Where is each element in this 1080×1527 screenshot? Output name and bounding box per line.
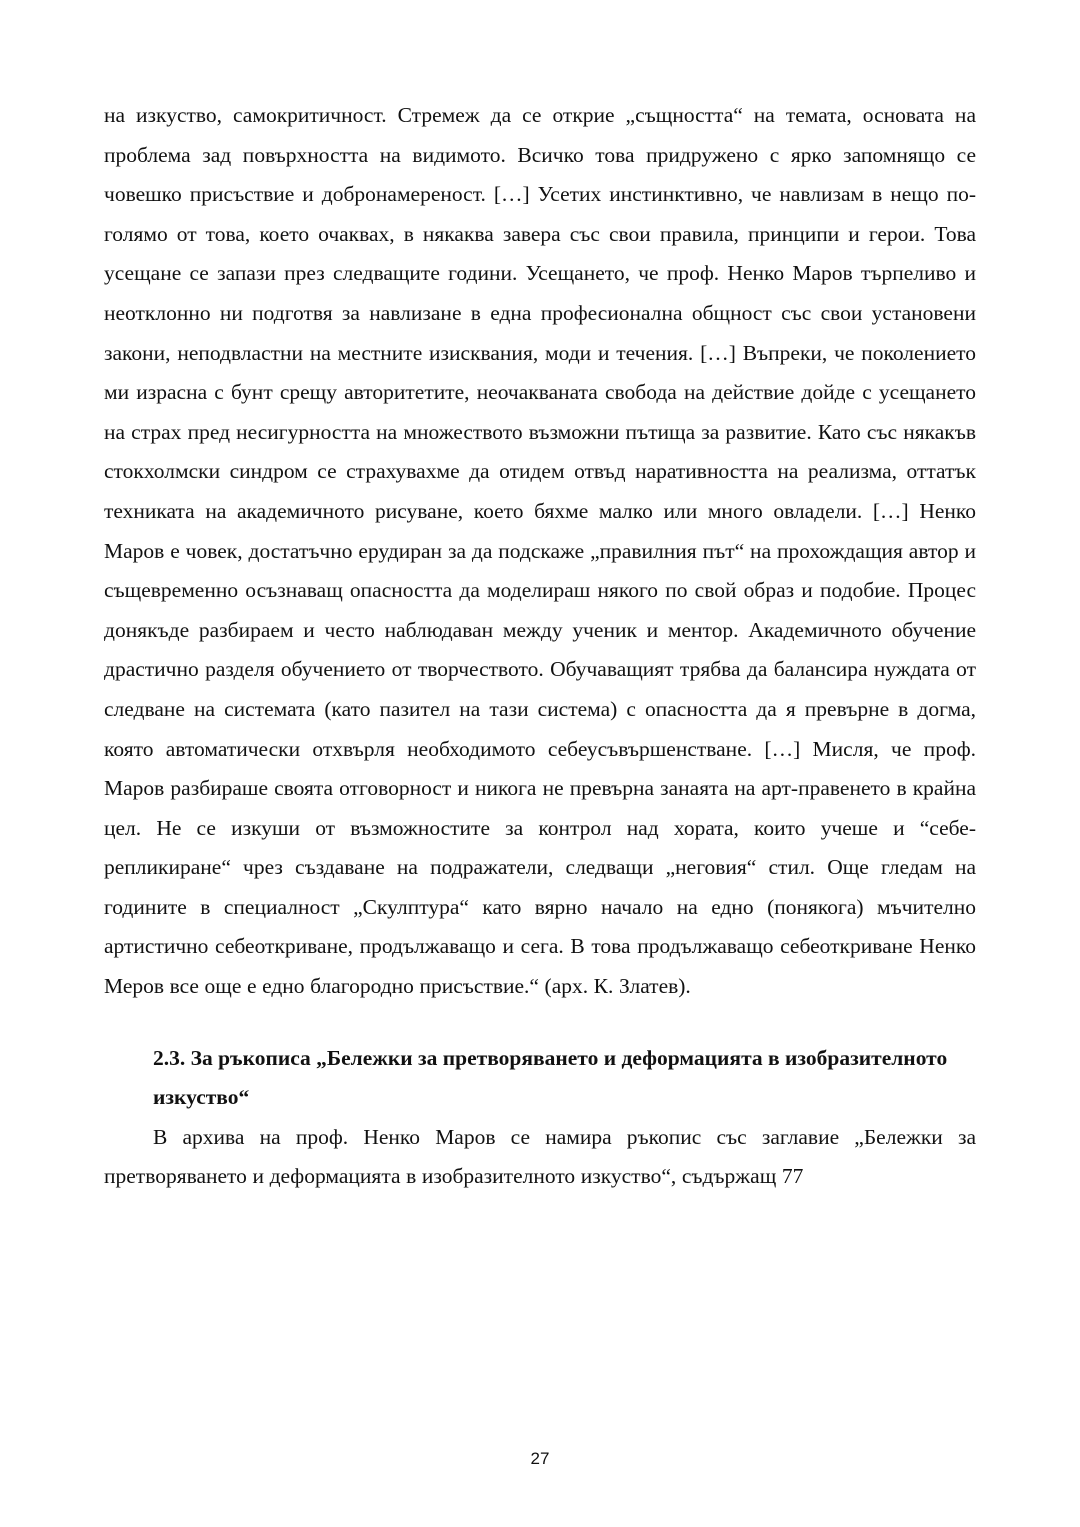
section-heading: 2.3. За ръкописа „Бележки за претворяването и деформацията в изобразителното изкуство“ (153, 1045, 948, 1110)
page-number: 27 (530, 1449, 550, 1468)
page-content (104, 96, 976, 1197)
section-paragraph: В архива на проф. Ненко Маров се намира ръкопис със заглавие „Бележки за претворяването и деформацията в изобразителното изкуство“, съдържащ 77 (104, 1124, 976, 1189)
body-paragraph: на изкуство, самокритичност. Стремеж да се открие „същността“ на темата, основата на проблема зад повърхността на видимото. Всичко това придружено с ярко запомнящо се човешко присъствие и добронамереност. […] Усетих инстинктивно, че навлизам в нещо по-голямо от това, което очаквах, в някаква завера със свои правила, принципи и герои. Това усещане се запази през следващите години. Усещането, че проф. Ненко Маров търпеливо и неотклонно ни подготвя за навлизане в една професионална общност със свои установени закони, неподвластни на местните изисквания, моди и течения. […] Въпреки, че поколението ми израсна с бунт срещу авторитетите, неочакваната свобода на действие дойде с усещането на страх пред несигурността на множеството възможни пътища за развитие. Като със някакъв стокхолмски синдром се страхувахме да отидем отвъд наративността на реализма, оттатък техниката на академичното рисуване, което бяхме малко или много овладели. […] Ненко Маров е човек, достатъчно ерудиран за да подскаже „правилния път“ на прохождащия автор и същевременно осъзнаващ опасността да моделираш някого по свой образ и подобие. Процес донякъде разбираем и често наблюдаван между ученик и ментор. Академичното обучение драстично разделя обучението от творчеството. Обучаващият трябва да балансира нуждата от следване на системата (като пазител на тази система) с опасността да я превърне в догма, която автоматически отхвърля необходимото себеусъвършенстване. […] Мисля, че проф. Маров разбираше своята отговорност и никога не превърна занаята на арт-правенето в крайна цел. Не се изкуши от възможностите за контрол над хората, които учеше и “себе-репликиране“ чрез създаване на подражатели, следващи „неговия“ стил. Още гледам на годините в специалност „Скулптура“ като вярно начало на едно (понякога) мъчително артистично себеоткриване, продължаващо и сега. В това продължаващо себеоткриване Ненко Меров все още е едно благородно присъствие.“ (арх. К. Златев). (104, 103, 976, 999)
